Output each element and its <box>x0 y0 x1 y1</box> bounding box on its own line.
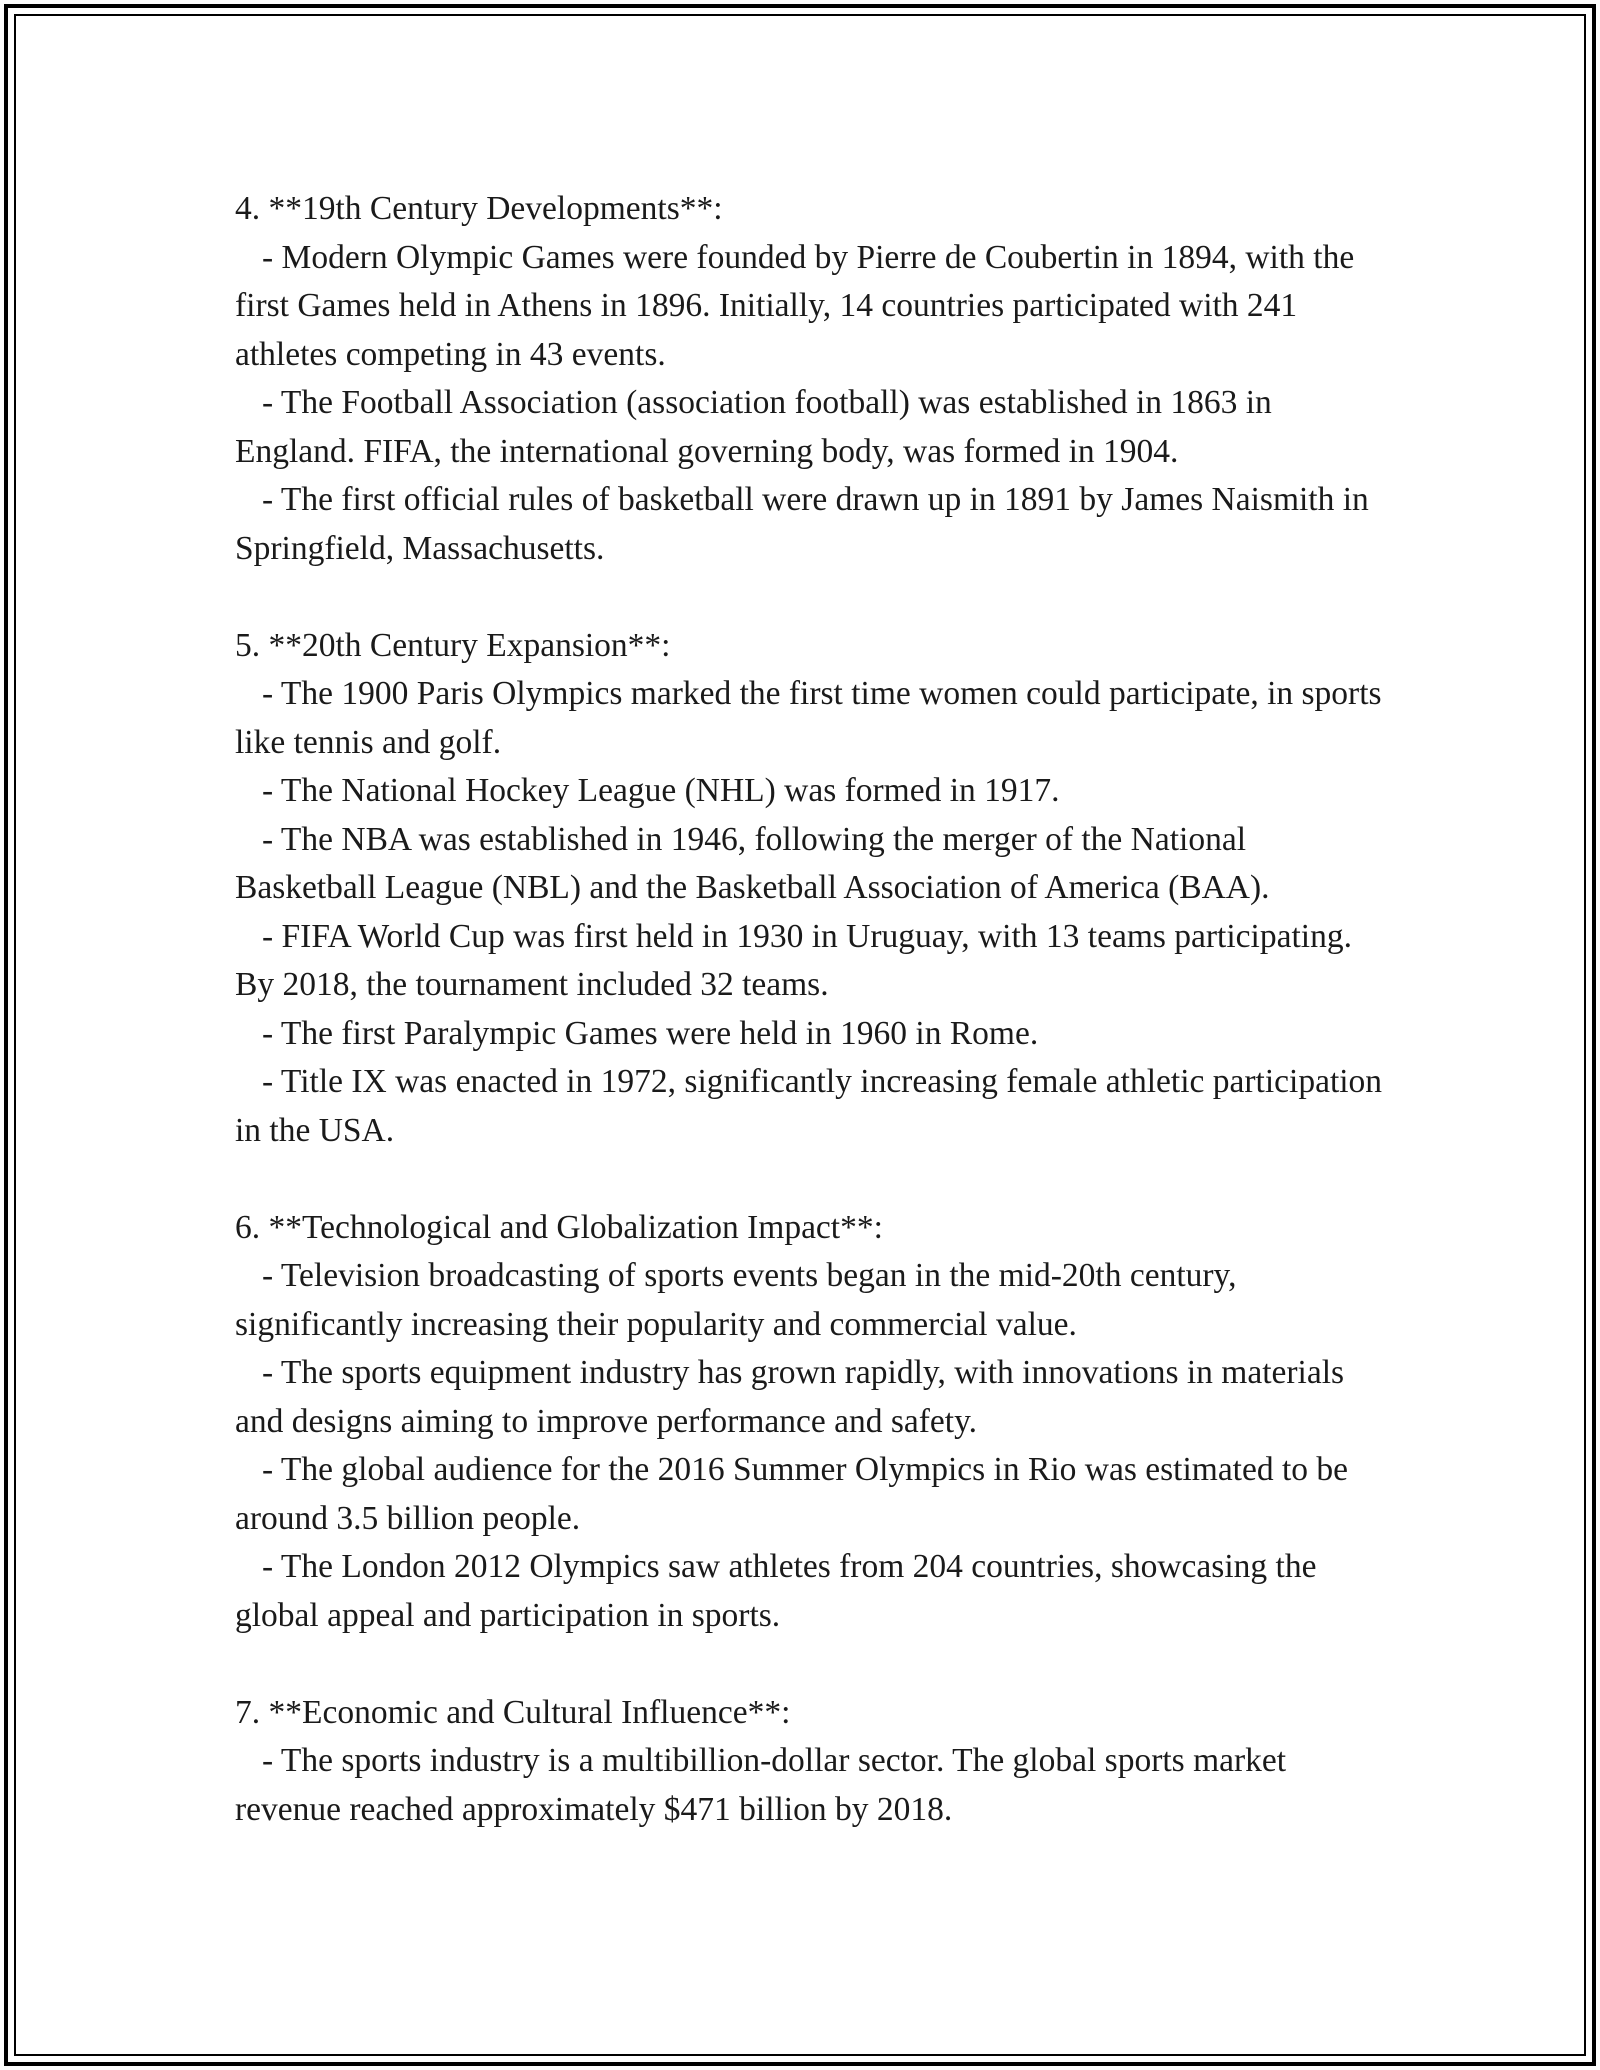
list-item: - The sports equipment industry has grown rapidly, with innovations in materials and designs aiming to improve performance and safety. <box>235 1354 1345 1440</box>
section-technological-globalization <box>235 1204 1395 1641</box>
list-item: - The global audience for the 2016 Summer Olympics in Rio was estimated to be around 3.5 billion people. <box>235 1451 1349 1537</box>
list-item: - The 1900 Paris Olympics marked the first time women could participate, in sports like tennis and golf. <box>235 675 1382 761</box>
section-20th-century <box>235 622 1395 1156</box>
document-body <box>235 185 1395 1834</box>
list-item: - The first Paralympic Games were held in 1960 in Rome. <box>262 1014 1039 1052</box>
list-item: - The National Hockey League (NHL) was formed in 1917. <box>262 772 1060 809</box>
list-item: - The NBA was established in 1946, following the merger of the National Basketball League (NBL) and the Basketball Association of America (BAA). <box>235 820 1270 906</box>
section-19th-century <box>235 185 1395 573</box>
list-item: - Title IX was enacted in 1972, significantly increasing female athletic participation in the USA. <box>235 1063 1383 1149</box>
section-heading: 4. **19th Century Developments**: <box>235 190 723 227</box>
list-item: - The Football Association (association football) was established in 1863 in England. FIFA, the international governing body, was formed in 1904. <box>235 384 1272 470</box>
list-item: - The sports industry is a multibillion-dollar sector. The global sports market revenue reached approximately $471 billion by 2018. <box>235 1742 1287 1828</box>
list-item: - Television broadcasting of sports events began in the mid-20th century, significantly increasing their popularity and commercial value. <box>235 1257 1237 1343</box>
list-item: - FIFA World Cup was first held in 1930 in Uruguay, with 13 teams participating. By 2018, the tournament included 32 teams. <box>235 917 1352 1003</box>
list-item: - The first official rules of basketball were drawn up in 1891 by James Naismith in Springfield, Massachusetts. <box>235 481 1369 567</box>
section-heading: 7. **Economic and Cultural Influence**: <box>235 1693 791 1731</box>
section-economic-cultural <box>235 1689 1395 1835</box>
list-item: - Modern Olympic Games were founded by Pierre de Coubertin in 1894, with the first Games held in Athens in 1896. Initially, 14 countries participated with 241 athletes competing in 43 events. <box>235 238 1355 373</box>
list-item: - The London 2012 Olympics saw athletes from 204 countries, showcasing the global appeal and participation in sports. <box>235 1548 1317 1634</box>
section-heading: 6. **Technological and Globalization Impact**: <box>235 1208 883 1246</box>
section-heading: 5. **20th Century Expansion**: <box>235 626 671 664</box>
